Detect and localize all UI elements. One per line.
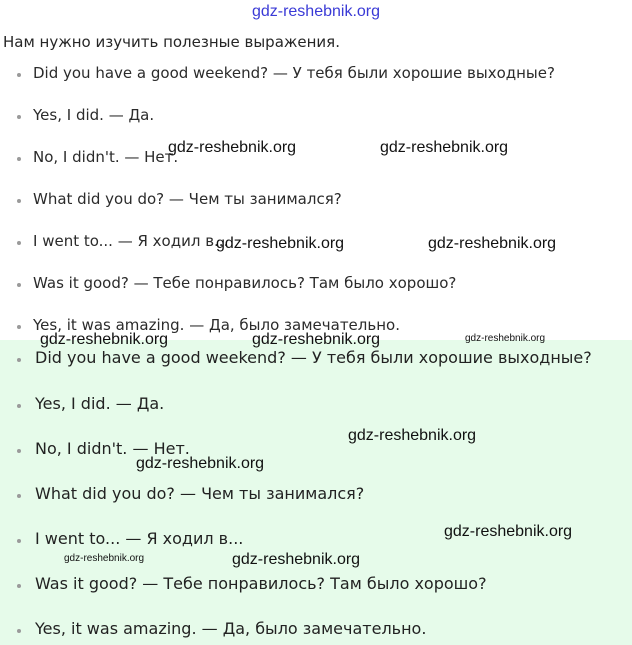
bullet-icon xyxy=(17,325,21,329)
bullet-icon xyxy=(17,73,21,77)
bullet-icon xyxy=(17,199,21,203)
watermark: gdz-reshebnik.org xyxy=(232,551,361,568)
bullet-icon xyxy=(17,629,21,633)
phrase-text: Did you have a good weekend? — У тебя были хорошие выходные? xyxy=(33,64,555,82)
watermark-top: gdz-reshebnik.org xyxy=(251,3,381,20)
phrase-text: Yes, it was amazing. — Да, было замечательно. xyxy=(33,316,400,334)
phrase-text: No, I didn't. — Нет. xyxy=(33,148,179,166)
phrase-text: Did you have a good weekend? — У тебя были хорошие выходные? xyxy=(35,348,592,367)
watermark: gdz-reshebnik.org xyxy=(444,523,573,540)
bullet-icon xyxy=(17,283,21,287)
bullet-icon xyxy=(17,449,21,453)
phrase-text: What did you do? — Чем ты занимался? xyxy=(35,484,365,503)
bullet-icon xyxy=(17,157,21,161)
bullet-icon xyxy=(17,358,21,362)
bullet-icon xyxy=(17,494,21,498)
watermark: gdz-reshebnik.org xyxy=(136,455,265,472)
phrase-text: Yes, it was amazing. — Да, было замечательно. xyxy=(35,619,427,638)
watermark: gdz-reshebnik.org xyxy=(428,235,557,252)
phrase-text: I went to... — Я ходил в... xyxy=(35,529,244,548)
phrase-text: What did you do? — Чем ты занимался? xyxy=(33,190,342,208)
phrase-text: No, I didn't. — Нет. xyxy=(35,439,190,458)
bullet-icon xyxy=(17,241,21,245)
phrase-text: Yes, I did. — Да. xyxy=(35,394,165,413)
watermark: gdz-reshebnik.org xyxy=(252,331,381,348)
phrase-text: Yes, I did. — Да. xyxy=(33,106,155,124)
watermark: gdz-reshebnik.org xyxy=(348,427,477,444)
bullet-icon xyxy=(17,584,21,588)
watermark: gdz-reshebnik.org xyxy=(380,139,509,156)
phrase-text: Was it good? — Тебе понравилось? Там было хорошо? xyxy=(33,274,457,292)
phrase-text: I went to... — Я ходил в... xyxy=(33,232,229,250)
watermark: gdz-reshebnik.org xyxy=(168,139,297,156)
watermark: gdz-reshebnik.org xyxy=(64,553,145,564)
bullet-icon xyxy=(17,404,21,408)
bullet-icon xyxy=(17,115,21,119)
phrase-text: Was it good? — Тебе понравилось? Там было хорошо? xyxy=(35,574,487,593)
watermark: gdz-reshebnik.org xyxy=(40,331,169,348)
intro-text: Нам нужно изучить полезные выражения. xyxy=(3,33,340,51)
watermark: gdz-reshebnik.org xyxy=(465,333,546,344)
watermark: gdz-reshebnik.org xyxy=(216,235,345,252)
bullet-icon xyxy=(17,539,21,543)
